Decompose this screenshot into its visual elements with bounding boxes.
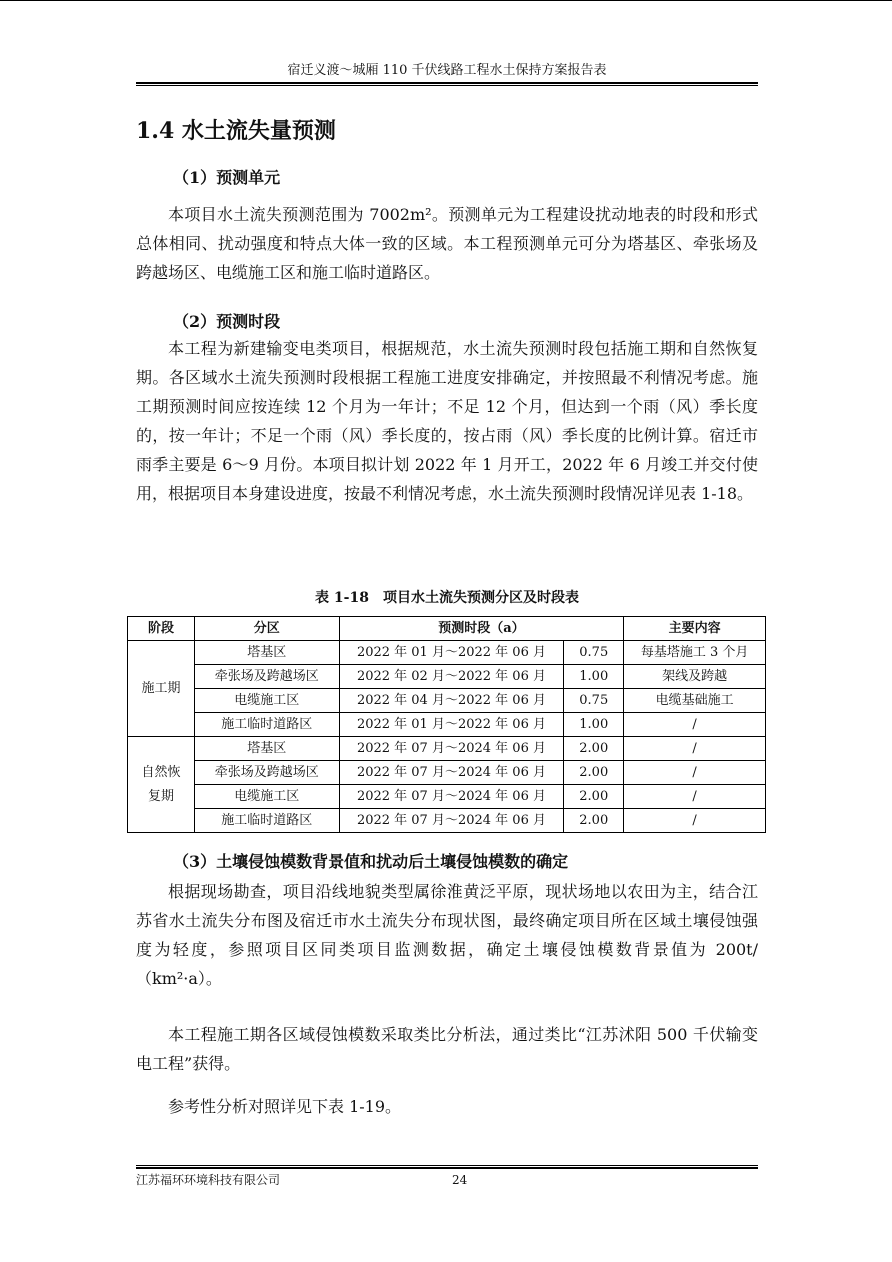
paragraph-erosion-background: 根据现场勘查，项目沿线地貌类型属徐淮黄泛平原，现状场地以农田为主，结合江苏省水土流失分布图及宿迁市水土流失分布现状图，最终确定项目所在区域土壤侵蚀强度为轻度，参照项目区同类项目监测数据，确定土壤侵蚀模数背景值为 200t/（km²·a）。 [136,882,758,988]
zone-cell: 牵张场及跨越场区 [194,665,339,689]
years-cell: 2.00 [564,809,624,833]
range-cell: 2022 年 07 月～2024 年 06 月 [339,809,564,833]
content-cell: 每基塔施工 3 个月 [624,641,766,665]
paragraph-reference: 参考性分析对照详见下表 1-19。 [168,1097,402,1116]
zone-cell: 塔基区 [194,737,339,761]
years-cell: 2.00 [564,737,624,761]
header-stage: 阶段 [128,617,195,641]
stage-cell: 施工期 [128,641,195,737]
header-rule-thick [136,82,758,84]
prediction-period-table [127,616,766,833]
years-cell: 1.00 [564,713,624,737]
table-row [128,713,766,737]
section-title: 1.4 水土流失量预测 [136,118,336,144]
paragraph-erosion-analogy: 本工程施工期各区域侵蚀模数采取类比分析法，通过类比“江苏沭阳 500 千伏输变电工程”获得。 [136,1025,758,1073]
table-row [128,737,766,761]
header-period: 预测时段（a） [339,617,624,641]
footer-rule-thick [136,1167,758,1169]
page-header-title: 宿迁义渡～城厢 110 千伏线路工程水土保持方案报告表 [287,63,607,78]
footer-rule-thin [136,1165,758,1166]
table-row [128,761,766,785]
zone-cell: 电缆施工区 [194,689,339,713]
years-cell: 1.00 [564,665,624,689]
header-zone: 分区 [194,617,339,641]
range-cell: 2022 年 01 月～2022 年 06 月 [339,641,564,665]
stage-cell: 自然恢复期 [128,737,195,833]
table-header-row [128,617,766,641]
paragraph-prediction-period: 本工程为新建输变电类项目，根据规范，水土流失预测时段包括施工期和自然恢复期。各区域水土流失预测时段根据工程施工进度安排确定，并按照最不利情况考虑。施工期预测时间应按连续 12 个月为一年计；不足 12 个月，但达到一个雨（风）季长度的，按一年计；不足一个雨（风）季长度的，按占雨（风）季长度的比例计算。宿迁市雨季主要是 6～9 月份。本项目拟计划 2022 年 1 月开工，2022 年 6 月竣工并交付使用，根据项目本身建设进度，按最不利情况考虑，水土流失预测时段情况详见表 1-18。 [136,339,758,503]
range-cell: 2022 年 02 月～2022 年 06 月 [339,665,564,689]
content-cell: / [624,785,766,809]
zone-cell: 电缆施工区 [194,785,339,809]
zone-cell: 施工临时道路区 [194,809,339,833]
content-cell: / [624,809,766,833]
table-row [128,689,766,713]
header-content: 主要内容 [624,617,766,641]
table-caption: 表 1-18 项目水土流失预测分区及时段表 [315,590,579,606]
content-cell: / [624,761,766,785]
range-cell: 2022 年 04 月～2022 年 06 月 [339,689,564,713]
content-cell: 电缆基础施工 [624,689,766,713]
page-number: 24 [452,1173,468,1187]
page-top-border [0,0,892,1]
content-cell: / [624,713,766,737]
zone-cell: 牵张场及跨越场区 [194,761,339,785]
content-cell: / [624,737,766,761]
table-row [128,665,766,689]
table-row [128,641,766,665]
range-cell: 2022 年 07 月～2024 年 06 月 [339,761,564,785]
zone-cell: 施工临时道路区 [194,713,339,737]
subheading-erosion-modulus: （3）土壤侵蚀模数背景值和扰动后土壤侵蚀模数的确定 [173,852,569,871]
range-cell: 2022 年 07 月～2024 年 06 月 [339,737,564,761]
zone-cell: 塔基区 [194,641,339,665]
paragraph-prediction-units: 本项目水土流失预测范围为 7002m²。预测单元为工程建设扰动地表的时段和形式总体相同、扰动强度和特点大体一致的区域。本工程预测单元可分为塔基区、牵张场及跨越场区、电缆施工区和施工临时道路区。 [136,205,758,282]
table-row [128,785,766,809]
footer-company: 江苏福环环境科技有限公司 [136,1173,281,1187]
years-cell: 2.00 [564,761,624,785]
years-cell: 0.75 [564,641,624,665]
years-cell: 2.00 [564,785,624,809]
table-row [128,809,766,833]
subheading-prediction-units: （1）预测单元 [173,168,281,187]
range-cell: 2022 年 01 月～2022 年 06 月 [339,713,564,737]
range-cell: 2022 年 07 月～2024 年 06 月 [339,785,564,809]
content-cell: 架线及跨越 [624,665,766,689]
header-rule-thin [136,85,758,86]
subheading-prediction-period: （2）预测时段 [173,312,281,331]
years-cell: 0.75 [564,689,624,713]
